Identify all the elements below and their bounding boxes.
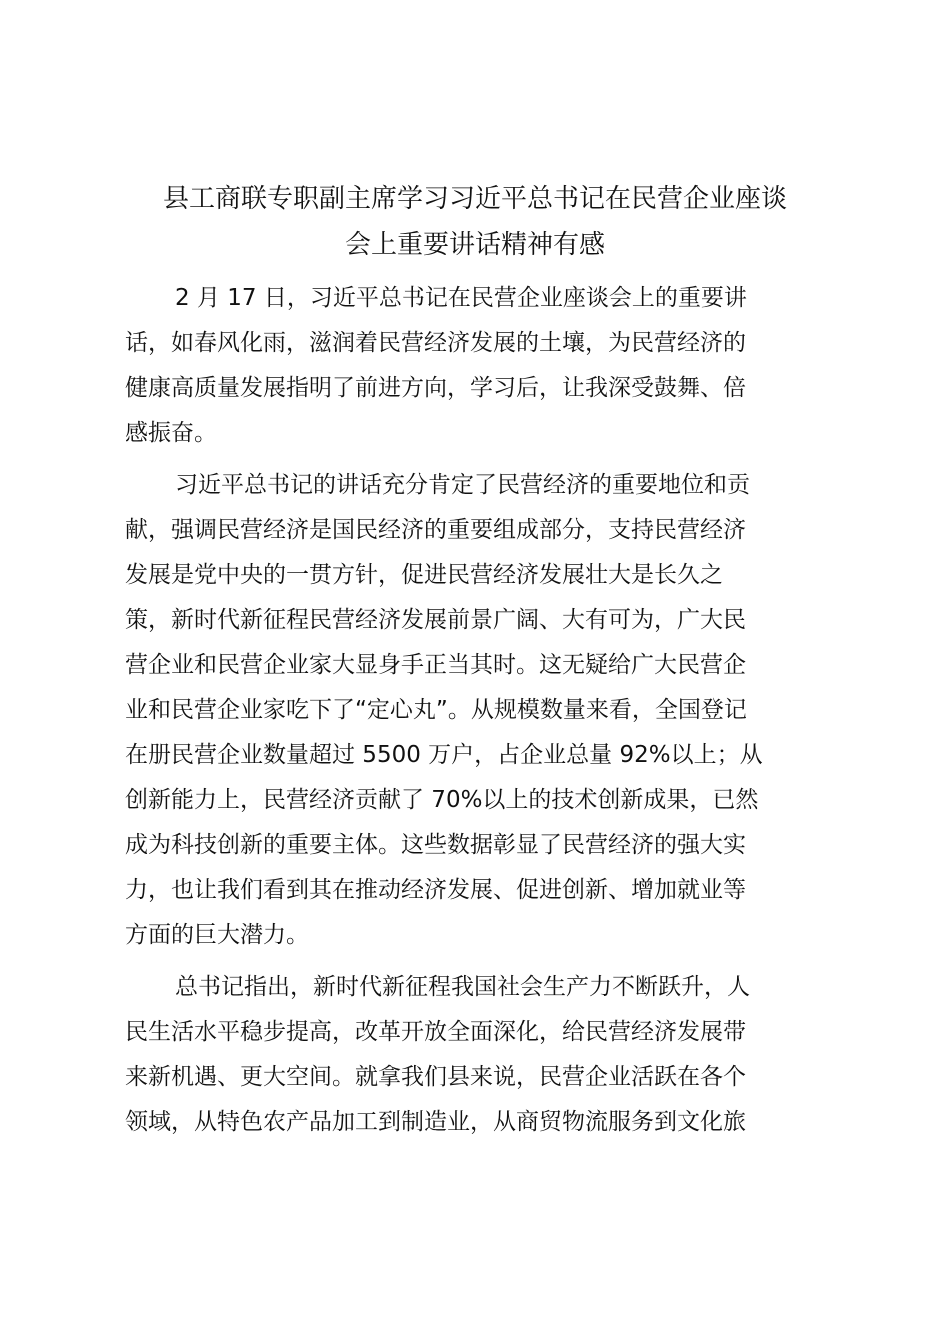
paragraph-line: 发展是党中央的一贯方针，促进民营经济发展壮大是长久之 <box>125 562 723 588</box>
paragraph-line: 力，也让我们看到其在推动经济发展、促进创新、增加就业等 <box>125 877 746 903</box>
paragraph-line: 健康高质量发展指明了前进方向，学习后，让我深受鼓舞、倍 <box>125 375 746 401</box>
document-title <box>125 176 825 268</box>
paragraph-line: 营企业和民营企业家大显身手正当其时。这无疑给广大民营企 <box>125 652 746 678</box>
paragraph-line: 来新机遇、更大空间。就拿我们县来说，民营企业活跃在各个 <box>125 1064 746 1090</box>
paragraph-line: 感振奋。 <box>125 420 217 446</box>
paragraph-line: 民生活水平稳步提高，改革开放全面深化，给民营经济发展带 <box>125 1019 746 1045</box>
paragraph-line: 在册民营企业数量超过 5500 万户，占企业总量 92%以上；从 <box>125 742 763 768</box>
paragraph-line: 创新能力上，民营经济贡献了 70%以上的技术创新成果，已然 <box>125 787 759 813</box>
paragraph-line: 总书记指出，新时代新征程我国社会生产力不断跃升，人 <box>175 974 750 1000</box>
paragraph-line: 2 月 17 日，习近平总书记在民营企业座谈会上的重要讲 <box>175 285 747 311</box>
paragraph-line: 领域，从特色农产品加工到制造业，从商贸物流服务到文化旅 <box>125 1109 746 1135</box>
paragraph-line: 成为科技创新的重要主体。这些数据彰显了民营经济的强大实 <box>125 832 746 858</box>
title-line: 县工商联专职副主席学习习近平总书记在民营企业座谈 <box>162 184 787 214</box>
paragraph-line: 业和民营企业家吃下了“定心丸”。从规模数量来看，全国登记 <box>125 697 747 723</box>
paragraph-line: 方面的巨大潜力。 <box>125 922 309 948</box>
paragraph-line: 话，如春风化雨，滋润着民营经济发展的土壤，为民营经济的 <box>125 330 746 356</box>
paragraph-1 <box>125 276 827 456</box>
paragraph-3 <box>125 965 827 1145</box>
paragraph-2 <box>125 463 827 958</box>
document-body <box>125 276 827 1152</box>
paragraph-line: 策，新时代新征程民营经济发展前景广阔、大有可为，广大民 <box>125 607 746 633</box>
paragraph-line: 献，强调民营经济是国民经济的重要组成部分，支持民营经济 <box>125 517 746 543</box>
title-line: 会上重要讲话精神有感 <box>344 230 605 260</box>
paragraph-line: 习近平总书记的讲话充分肯定了民营经济的重要地位和贡 <box>175 472 750 498</box>
